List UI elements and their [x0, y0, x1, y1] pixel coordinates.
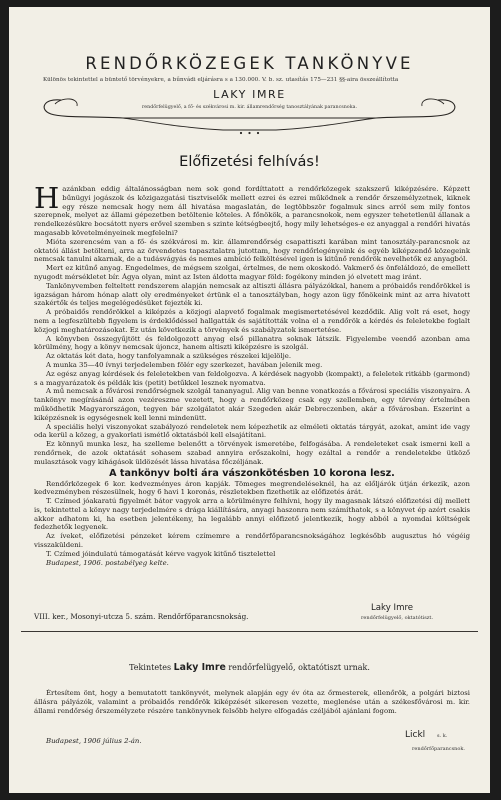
paragraph: A könyvben összegyűjtött és feldolgozott anyag első pillanatra soknak látszik. Figyelembe veendő azonban ama körülmény, hogy a könyv nemcsak újoncz, hanem altiszti kiképzésre is szolgál.	[34, 334, 470, 352]
paragraph: Ez könnyű munka lesz, ha szelleme belenőtt a törvények ismeretébe, felfogásába. A rendeleteket csak ismerni kell a rendőrnek, de azok oktatását sohasem szabad annyira erőszakolni, hogy ezáltal a rendőr a rendeletekbe ütköző mulasztások vagy kihágások üldözését lássa hivatása főczéljának.	[34, 440, 470, 466]
signature-block	[9, 603, 490, 629]
signer-role: rendőrfelügyelő, oktatótiszt.	[361, 615, 434, 621]
paragraph: Az oktatás két data, hogy tanfolyamnak a szükséges részekei kijelölje.	[46, 352, 292, 361]
paragraph: Az egész anyag kérdések és feleletekben van feldolgozva. A kérdések nagyobb (kompakt), a feleletek ritkább (garmond) s a magyarázatok és példák kis (petit) betűkkel lesznek nyomatva.	[34, 369, 470, 387]
paragraph: A munka 35—40 ívnyi terjedelemben fölér egy szerkezet, havában jelenik meg.	[46, 360, 323, 369]
notice-signer-sk: s. k.	[437, 733, 448, 739]
notice-heading: Tekintetes Laky Imre rendőrfelügyelő, oktatótiszt urnak.	[129, 662, 370, 673]
author-description: rendőrfelügyelő, a fő- és székvárosi m. kir. államrendőrség tanosztályának parancsnoka.	[141, 105, 357, 110]
price-announcement: A tankönyv bolti ára vászonkötésben 10 korona lesz.	[109, 467, 395, 479]
paragraph: Az íveket, előfizetési pénzeket kérem czímemre a rendőrfőparancsnokságához legkésőbb augusztus hó végéig visszaküldeni.	[34, 532, 470, 550]
paragraph: A mű nemcsak a fővárosi rendőrségnek szolgál tananyagul. Alig van benne vonatkozás a fővárosi speciális viszonyaira. A tankönyv megírásánál azon vezéreszme vezetett, hogy a rendőrközeg csak egy szellemben, egy törvény értelmében működhetik Magyarországon, tegyen bár szolgálatot akár Szegeden akár Debreczenben, akár a fővárosban. Eszerint a kiképzésnek is egységesnek kell lenni mindenütt.	[34, 387, 470, 422]
paragraph: Rendőrközegek 6 kor. kedvezményes áron kapják. Tömeges megrendeléseknél, ha az előljárók útján érkezik, azon kedvezményben részesülnek, hogy 6 havi 1 koronás, részletekben fizethetik az előfizetés árát.	[34, 479, 470, 497]
recipient-name: Laky Imre	[173, 662, 226, 673]
notice-body: Értesítem önt, hogy a bemutatott tankönyvét, melynek alapján egy év óta az őrmesterek, ellenőrök, a polgári biztosi állásra pályázók, valamint a próbaidős rendőrök kiképzését sikeresen vezette, meglenése után a székesfővárosi m. kir. állami rendőrség őrszemélyzete részére tankönyvnek felsőbb helyre elfogadás czéljából ajánlani fogom.	[34, 689, 470, 715]
author-name: LAKY IMRE	[213, 88, 286, 101]
divider	[21, 631, 478, 632]
date-line: Budapest, 1906. postabélyeg kelte.	[46, 558, 169, 567]
letterhead	[9, 7, 490, 142]
paragraph: A próbaidős rendőrökkel a kiképzés a közjogi alapvető fogalmak megismertetésével kezdődik. Alig volt rá eset, hogy nem a legfeszültebb figyelem is érdeklődéssel hallgatták és sajátították volna el a rendőrök a kérdés és feleletekbe foglalt közjogi meghatározásokat. Ez után következik a törvények és szabályzatok ismertetése.	[34, 308, 470, 334]
paragraph: Hazánkban eddig általánosságban nem sok gond fordíttatott a rendőrközegek szakszerű kiképzésére. Képzett bűnügyi jogászok és közigazgatási tisztviselők mellett ezrei és ezrei működnek a rendőr őrszemélyzetnek, kiknek egy része nemcsak hogy nem áll hivatása magaslatán, de legtöbbször fogalmuk sincs arról sem mily fontos szerepnek, melyet az állami gépezetben betöltenie köteles. A főnökök, a parancsnokok, nem egyszer tehetetlenül állanak a rendelkezésükre bocsátott nyers erővel szemben s szinte kétségbeejtő, hogy mily lehetséges-e ez anyaggal a rendőri hivatás magasabb követelményeinek megfelelni?	[34, 181, 470, 237]
notice-date: Budapest, 1906 július 2-án.	[46, 737, 142, 745]
paragraph: T. Czímed jóakaratú figyelmét bátor vagyok arra a körülményre felhívni, hogy ily magasnak látszó előfizetési díj mellett is, tekintettel a könyv nagy terjedelmére s drága kiállítására, anyagi haszonra nem számíthatok, s a könyvet ép azért csakis akkor adhatom ki, ha esetben jelentékeny, ha legalább annyi előfizető jelentkezik, hogy abból a nyomdai költségek fedezhetők legyenek.	[34, 497, 470, 532]
drop-cap: H	[34, 181, 60, 215]
book-subtitle: Különös tekintettel a büntető törvényekre, a bűnvádi eljárásra s a 130.000. V. b. sz. utasítás 175—231 §§-aira összeállította	[43, 77, 399, 83]
document-page	[9, 7, 490, 793]
page-heading: Előfizetési felhívás!	[179, 154, 320, 170]
paragraph: A speciális helyi viszonyokat szabályozó rendeletek nem képezhetik az elméleti oktatás tárgyát, azokat, amint ide vagy oda kerül a közeg, a gyakorlati ismétlő oktatásból kell elsajátítani.	[34, 422, 470, 440]
paragraph: Tankönyvemben felteltett rendszerem alapján nemcsak az altiszti állásra pályázókkal, hanem a próbaidős rendőrökkel is igazságan három hónap alatt oly eredményeket értünk el a tanosztályban, hogy azon ügy főnökeink mint az arra hivatott szakértők és teljes megelégedésüket fejezték ki.	[34, 281, 470, 308]
paragraph: Mióta szerencsém van a fő- és székvárosi m. kir. államrendőrség csapattiszti karában mint tanosztály-parancsnok az oktatói állást betölteni, arra az örvendetes tapasztalatra jutottam, hogy rendőrlegényeink és egyéb kiképzendő közegeink nemcsak tanulni akarnak, de a tudásvágyás és nemes ambíció felköltésével igen is kitűnő rendőrök nevelhetők ez anyagból.	[34, 237, 470, 264]
paragraph: T. Czímed jóindulatú támogatását kérve vagyok kitűnő tisztelettel	[46, 549, 276, 558]
address: VIII. ker., Mosonyi-utcza 5. szám. Rendőrfőparancsnokság.	[34, 612, 249, 621]
paragraph: Mert ez kitűnő anyag. Engedelmes, de mégsem szolgai, értelmes, de nem okoskodó. Vakmerő és önfeláldozó, de emellett nyugodt mérsékletet bír. Ágya olyan, mint az Isten áldotta magyar föld: fogékony minden jó elvetett mag iránt.	[34, 264, 470, 281]
notice-signer-role: rendőrfőparancsnok.	[412, 746, 466, 752]
notice-signer-name: Lickl	[405, 730, 426, 740]
signer-name: Laky Imre	[371, 603, 414, 613]
main-text	[34, 181, 470, 567]
book-title: RENDŐRKÖZEGEK TANKÖNYVE	[85, 54, 414, 73]
